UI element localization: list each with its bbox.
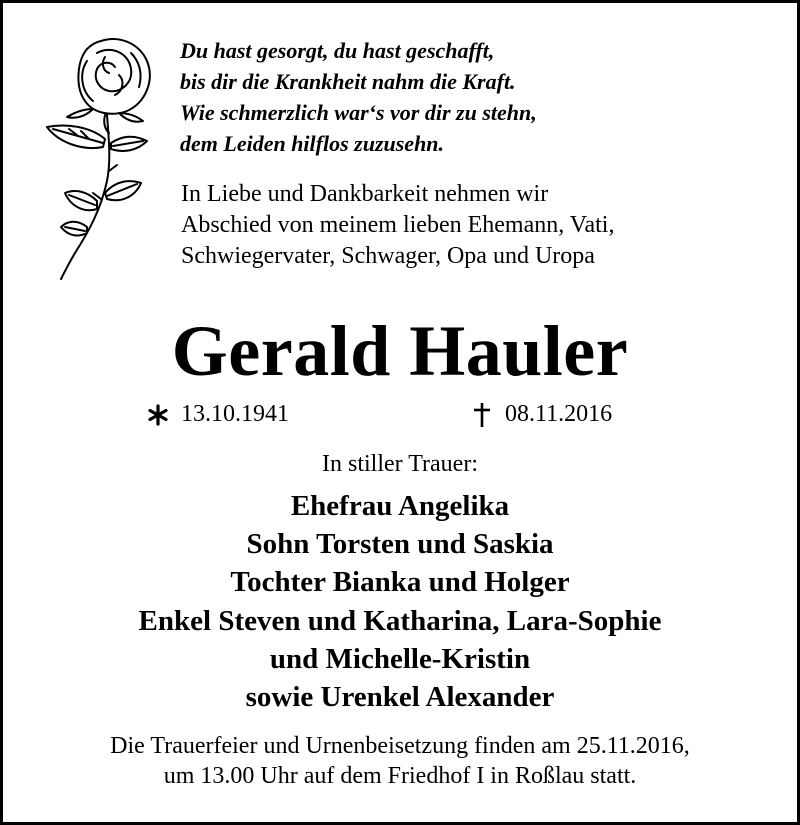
asterisk-birth-icon <box>147 404 169 426</box>
life-dates <box>3 401 797 435</box>
intro-line: Schwiegervater, Schwager, Opa und Uropa <box>181 243 595 269</box>
mourner-line: Tochter Bianka und Holger <box>230 566 570 599</box>
poem-line: dem Leiden hilflos zuzusehn. <box>180 131 445 156</box>
deceased-name: Gerald Hauler <box>171 311 629 391</box>
rose-drawing <box>31 31 166 281</box>
intro-line: Abschied von meinem lieben Ehemann, Vati, <box>181 212 615 238</box>
mourner-line: und Michelle-Kristin <box>269 642 531 675</box>
mourners-list <box>3 487 797 716</box>
mourning-label: In stiller Trauer: <box>322 451 478 477</box>
funeral-details-line: um 13.00 Uhr auf dem Friedhof I in Roßlau statt. <box>163 763 637 789</box>
cross-death-icon <box>471 402 493 428</box>
death-date-group <box>471 401 612 428</box>
funeral-details <box>3 731 797 791</box>
intro-line: In Liebe und Dankbarkeit nehmen wir <box>181 181 549 207</box>
mourner-line: Ehefrau Angelika <box>290 490 510 522</box>
death-date: 08.11.2016 <box>505 401 613 427</box>
poem-line: Du hast gesorgt, du hast geschafft, <box>180 38 495 63</box>
poem-line: bis dir die Krankheit nahm die Kraft. <box>180 69 516 94</box>
birth-date-group <box>147 401 289 428</box>
funeral-details-line: Die Trauerfeier und Urnenbeisetzung finden am 25.11.2016, <box>110 733 690 759</box>
mourner-line: Sohn Torsten und Saskia <box>246 528 554 561</box>
mourner-line: sowie Urenkel Alexander <box>245 681 555 714</box>
poem-line: Wie schmerzlich war‘s vor dir zu stehn, <box>180 100 537 125</box>
poem <box>180 35 537 159</box>
intro-text <box>181 179 614 272</box>
birth-date: 13.10.1941 <box>181 401 289 427</box>
mourner-line: Enkel Steven und Katharina, Lara-Sophie <box>138 604 662 637</box>
